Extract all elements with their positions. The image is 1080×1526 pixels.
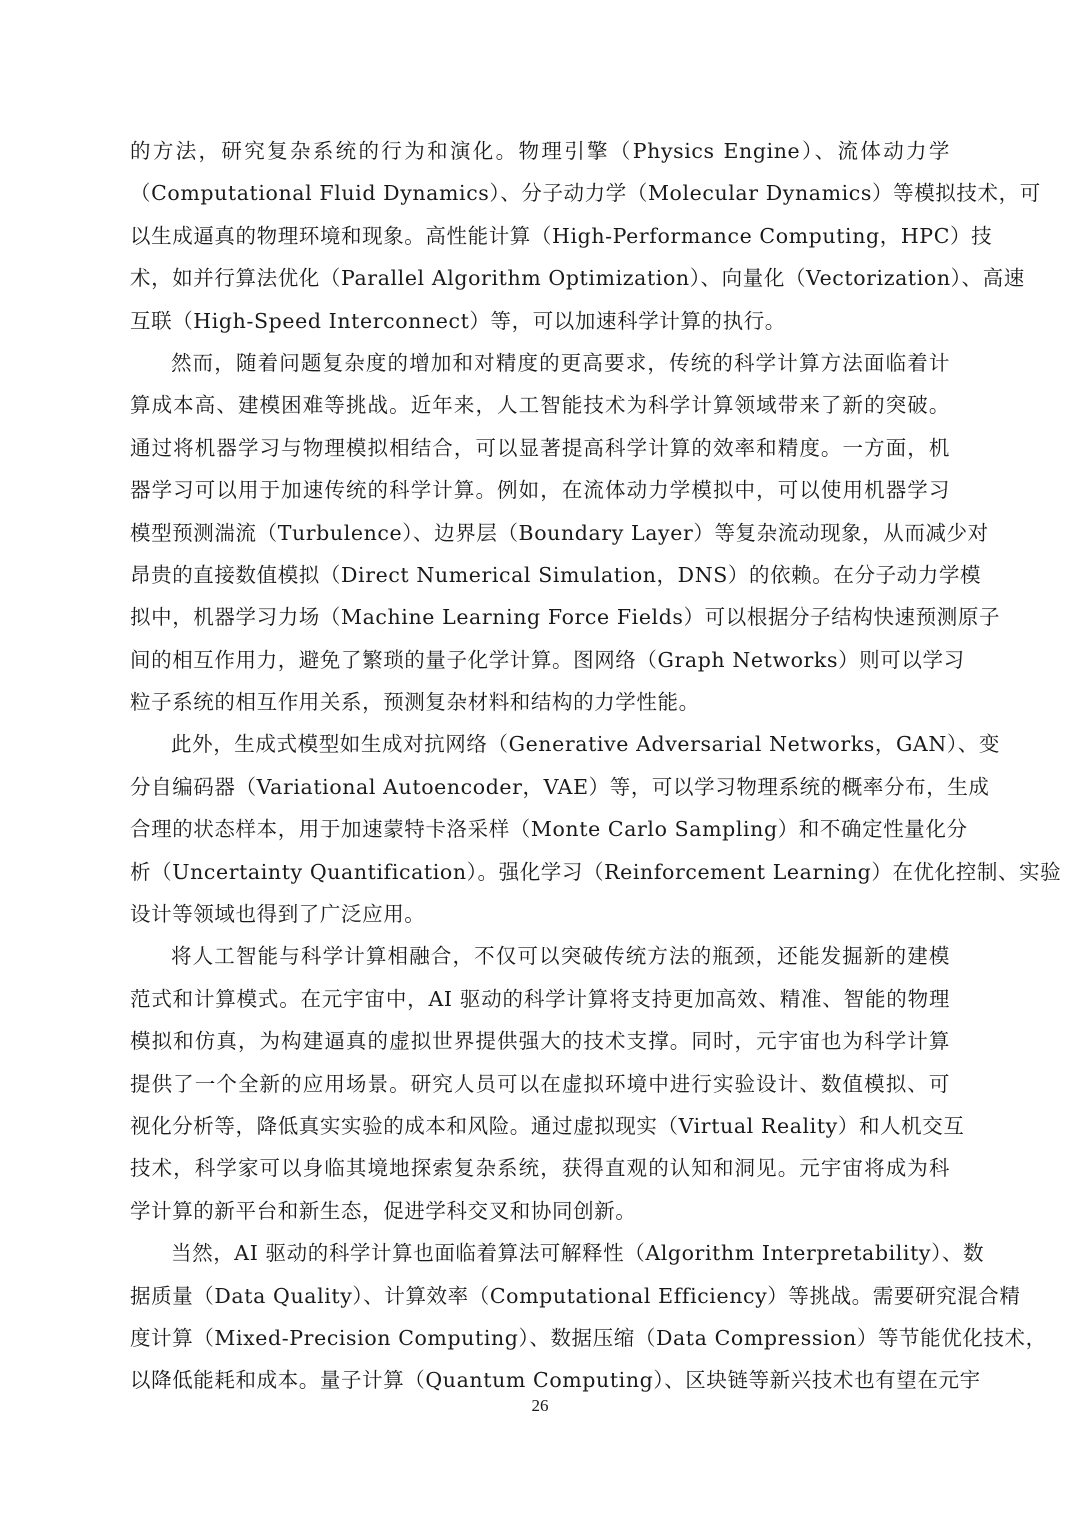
text-line: 提供了一个全新的应用场景。研究人员可以在虚拟环境中进行实验设计、数值模拟、可 (130, 1071, 950, 1096)
paragraph-1 (130, 130, 1041, 342)
text-line: 的方法，研究复杂系统的行为和演化。物理引擎（Physics Engine）、流体动力学 (130, 139, 950, 163)
paragraph-3 (130, 723, 1062, 935)
text-line: 以降低能耗和成本。量子计算（Quantum Computing）、区块链等新兴技术也有望在元宇 (130, 1368, 981, 1393)
body-text (130, 130, 1062, 1402)
text-line: 通过将机器学习与物理模拟相结合，可以显著提高科学计算的效率和精度。一方面，机 (130, 435, 950, 460)
text-line: 此外，生成式模型如生成对抗网络（Generative Adversarial Networks，GAN）、变 (171, 732, 1000, 757)
text-line: 以生成逼真的物理环境和现象。高性能计算（High-Performance Computing，HPC）技 (130, 223, 993, 248)
text-line: 算成本高、建模困难等挑战。近年来，人工智能技术为科学计算领域带来了新的突破。 (130, 393, 950, 418)
paragraph-4 (130, 935, 965, 1232)
text-line: 然而，随着问题复杂度的增加和对精度的更高要求，传统的科学计算方法面临着计 (171, 350, 950, 375)
text-line: 模型预测湍流（Turbulence）、边界层（Boundary Layer）等复杂流动现象，从而减少对 (130, 520, 989, 545)
paragraph-2 (130, 342, 1001, 724)
text-line: 将人工智能与科学计算相融合，不仅可以突破传统方法的瓶颈，还能发掘新的建模 (171, 944, 950, 969)
text-line: 昂贵的直接数值模拟（Direct Numerical Simulation，DNS）的依赖。在分子动力学模 (130, 562, 982, 587)
page-number: 26 (531, 1396, 549, 1415)
text-line: 设计等领域也得到了广泛应用。 (130, 902, 426, 927)
text-line: 学计算的新平台和新生态，促进学科交叉和协同创新。 (130, 1198, 637, 1223)
text-line: 技术，科学家可以身临其境地探索复杂系统，获得直观的认知和洞见。元宇宙将成为科 (130, 1156, 950, 1181)
text-line: 间的相互作用力，避免了繁琐的量子化学计算。图网络（Graph Networks）则可以学习 (130, 647, 965, 672)
text-line: 范式和计算模式。在元宇宙中，AI 驱动的科学计算将支持更加高效、精准、智能的物理 (130, 986, 950, 1011)
paragraph-5 (130, 1232, 1047, 1402)
text-line: 模拟和仿真，为构建逼真的虚拟世界提供强大的技术支撑。同时，元宇宙也为科学计算 (130, 1029, 950, 1054)
text-line: 当然，AI 驱动的科学计算也面临着算法可解释性（Algorithm Interpretability）、数 (171, 1241, 985, 1266)
text-line: 粒子系统的相互作用关系，预测复杂材料和结构的力学性能。 (130, 690, 700, 715)
text-line: 术，如并行算法优化（Parallel Algorithm Optimization）、向量化（Vectorization）、高速 (130, 266, 1025, 291)
text-line: （Computational Fluid Dynamics）、分子动力学（Molecular Dynamics）等模拟技术，可 (130, 181, 1041, 206)
text-line: 互联（High-Speed Interconnect）等，可以加速科学计算的执行。 (130, 308, 786, 333)
text-line: 视化分析等，降低真实实验的成本和风险。通过虚拟现实（Virtual Reality）和人机交互 (130, 1113, 965, 1138)
text-line: 析（Uncertainty Quantification）。强化学习（Reinforcement Learning）在优化控制、实验 (130, 859, 1062, 884)
text-line: 合理的状态样本，用于加速蒙特卡洛采样（Monte Carlo Sampling）和不确定性量化分 (130, 817, 968, 842)
text-line: 拟中，机器学习力场（Machine Learning Force Fields）可以根据分子结构快速预测原子 (130, 605, 1001, 630)
text-line: 据质量（Data Quality）、计算效率（Computational Efficiency）等挑战。需要研究混合精 (130, 1283, 1021, 1308)
text-line: 度计算（Mixed-Precision Computing）、数据压缩（Data Compression）等节能优化技术， (130, 1325, 1047, 1350)
text-line: 分自编码器（Variational Autoencoder，VAE）等，可以学习物理系统的概率分布，生成 (130, 774, 990, 799)
text-line: 器学习可以用于加速传统的科学计算。例如，在流体动力学模拟中，可以使用机器学习 (130, 478, 950, 503)
